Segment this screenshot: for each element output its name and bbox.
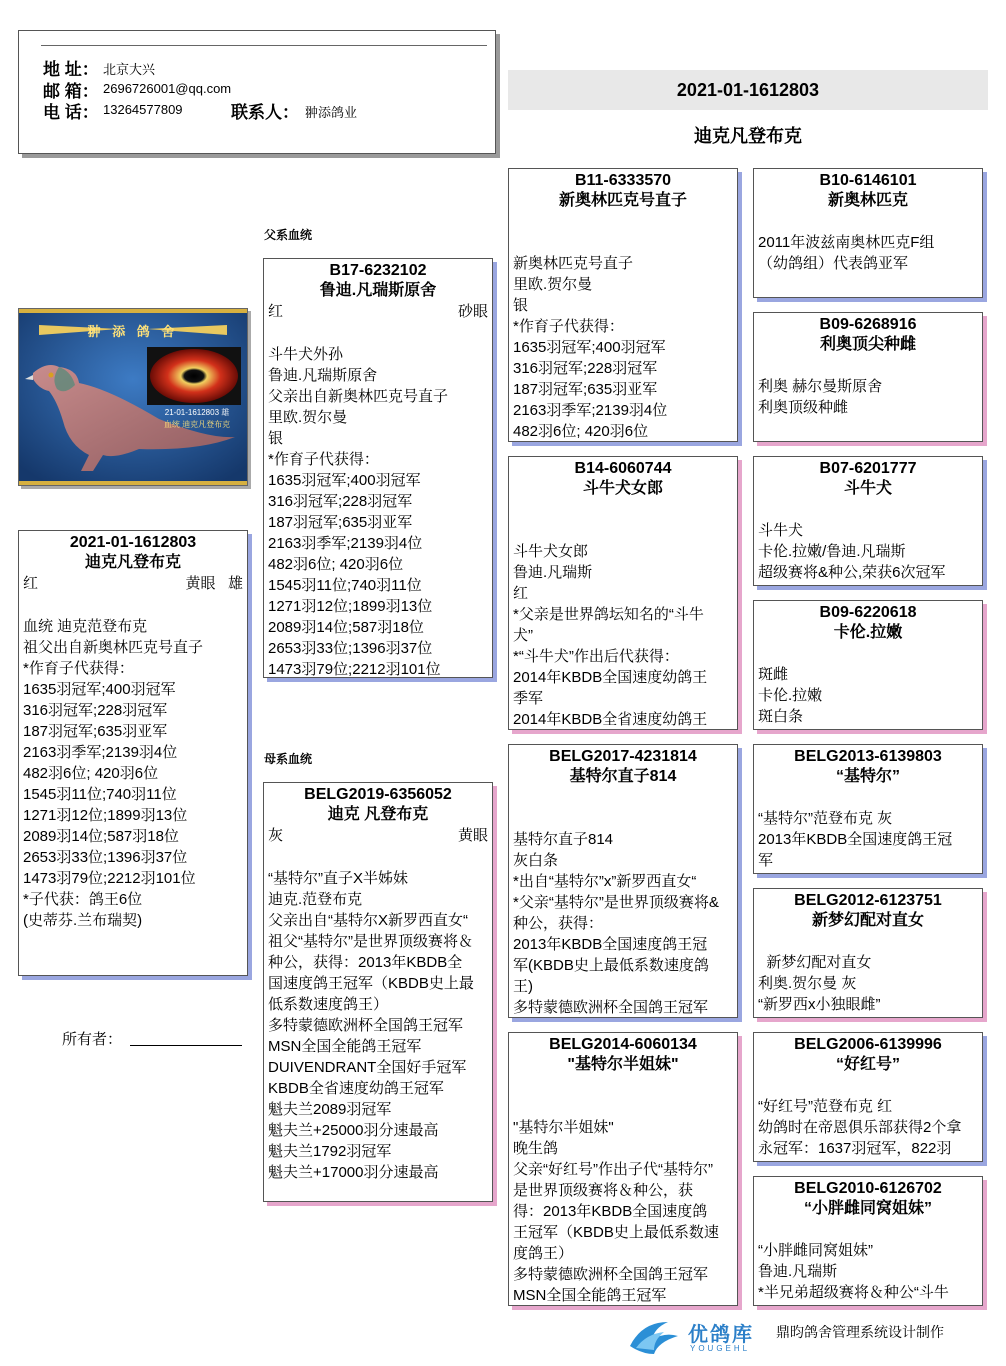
dds-ring: BELG2006-6139996 [794,1036,942,1053]
subject-lines [19,595,247,931]
info-line: 红 [513,585,529,602]
info-line: 1473羽79位;2212羽101位 [23,870,196,887]
info-line [513,1075,737,1096]
info-line: 魁夫兰+17000羽分速最高 [268,1164,439,1181]
info-line: “基特尔”直子X半姊妹 [268,870,408,887]
dsd-card [753,888,983,1018]
info-line: 316羽冠军;228羽冠军 [23,702,168,719]
sire-dam-card [508,456,738,730]
sire-ring: B17-6232102 [329,262,427,279]
info-line: 鲁迪.凡瑞斯 [758,1263,838,1280]
info-line [758,211,982,232]
info-line: 2653羽33位;1396羽37位 [23,849,188,866]
dss-name: “基特尔” [835,768,900,785]
credit-text: 鼎昀鸽舍管理系统设计制作 [776,1324,944,1340]
info-line: 鲁迪.凡瑞斯 [513,564,593,581]
info-line: 银 [268,430,284,447]
info-line: 度鸽王） [513,1245,574,1262]
photo-caption-name: 血统 迪克凡登布克 [163,420,231,429]
info-line: 316羽冠军;228羽冠军 [513,360,658,377]
sire-dam-lines [509,499,737,730]
info-line: 超级赛将&种公,荣获6次冠军 [758,564,946,581]
sss-lines [754,211,982,274]
info-line: KBDB全省速度幼鸽王冠军 [268,1080,444,1097]
paternal-label: 父系血统 [264,228,313,242]
phone-value: 13264577809 [103,102,183,117]
dam-sire-name: 基特尔直子814 [569,768,677,785]
title-name: 迪克凡登布克 [694,126,802,146]
info-line: 482羽6位; 420羽6位 [268,556,404,573]
info-line: 斑白条 [758,708,804,725]
sire-card [263,258,493,678]
dam-sire-card [508,744,738,1018]
info-line: 1545羽11位;740羽11位 [23,786,177,803]
ddd-name: “小胖雌同窝姐妹” [803,1200,932,1217]
info-line: 482羽6位; 420羽6位 [513,423,649,440]
info-line [513,520,737,541]
info-line [513,211,737,232]
info-line: 迪克.范登布克 [268,891,363,908]
info-line: “好红号”范登布克 红 [758,1098,893,1115]
info-line: 王冠军（KBDB史上最低系数速 [513,1224,719,1241]
info-line: “小胖雌同窝姐妹” [758,1242,873,1259]
info-line: 新梦幻配对直女 [758,954,872,971]
title-ring: 2021-01-1612803 [676,80,820,100]
info-line: 1635羽冠军;400羽冠军 [513,339,666,356]
subject-card [18,530,248,976]
info-line: 父亲出自新奥林匹克号直子 [268,388,449,405]
sss-ring: B10-6146101 [819,172,917,189]
info-line [268,847,492,868]
info-line [758,643,982,664]
info-line [513,232,737,253]
info-line: MSN全国全能鸽王冠军 [513,1287,667,1304]
sdd-lines [754,643,982,727]
dam-card [263,782,493,1202]
info-line [268,323,492,344]
dss-lines [754,787,982,871]
info-line: 血统 迪克范登布克 [23,618,148,635]
info-line: 是世界顶级赛将＆种公，获 [513,1182,694,1199]
ssd-name: 利奥顶尖种雌 [819,336,916,353]
sire-color: 红 [268,303,284,320]
sire-eye: 砂眼 [457,303,488,320]
ssd-card [753,312,983,442]
brand-logo-icon [624,1314,684,1358]
info-line: 2089羽14位;587羽18位 [268,619,424,636]
sire-sire-lines [509,211,737,442]
sire-sire-ring: B11-6333570 [574,172,672,189]
info-line: 2089羽14位;587羽18位 [23,828,179,845]
dam-sire-lines [509,787,737,1018]
info-line: 鲁迪.凡瑞斯原舍 [268,367,378,384]
ddd-card [753,1176,983,1306]
info-line: 卡伦.拉嫩/鲁迪.凡瑞斯 [758,543,906,560]
info-line: 祖父出自新奥林匹克号直子 [23,639,204,656]
info-line [758,787,982,808]
info-line: 2013年KBDB全国速度鸽王冠 [513,936,708,953]
address-value: 北京大兴 [103,62,156,77]
info-line [758,499,982,520]
sds-lines [754,499,982,583]
dam-name: 迪克 凡登布克 [327,806,429,823]
info-line: 多特蒙德欧洲杯全国鸽王冠军 [268,1017,464,1034]
info-line [758,355,982,376]
dam-dam-card [508,1032,738,1306]
brand-name: 优鸽库 [688,1324,754,1346]
email-label: 邮 箱： [43,82,99,101]
contact-value: 翀添鸽业 [305,105,358,120]
dss-ring: BELG2013-6139803 [794,748,942,765]
info-line: *出自“基特尔”x”新罗西直女“ [513,873,697,890]
info-line: 2163羽季军;2139羽4位 [23,744,178,761]
info-line: 1271羽12位;1899羽13位 [23,807,188,824]
info-line: 利奥顶级种雌 [758,399,849,416]
ddd-ring: BELG2010-6126702 [794,1180,942,1197]
info-line: 季军 [513,690,544,707]
info-line [513,808,737,829]
sire-dam-ring: B14-6060744 [574,460,672,477]
ssd-ring: B09-6268916 [819,316,917,333]
sss-card [753,168,983,298]
info-line: 2014年KBDB全国速度幼鸽王 [513,669,708,686]
title-bar [508,70,988,110]
info-line: *作育子代获得： [268,451,379,468]
info-line: MSN全国全能鸽王冠军 [268,1038,422,1055]
info-line: 2011年波兹南奥林匹克F组 [758,234,935,251]
info-line [513,499,737,520]
dsd-lines [754,931,982,1015]
ssd-lines [754,355,982,418]
subject-ring: 2021-01-1612803 [69,534,197,551]
info-line: 军(KBDB史上最低系数速度鸽 [513,957,709,974]
dds-lines [754,1075,982,1159]
info-line [758,931,982,952]
photo-caption-ring: 21-01-1612803 雄 [164,408,230,417]
info-line [758,1219,982,1240]
dam-sire-ring: BELG2017-4231814 [549,748,697,765]
info-line: "基特尔半姐妹" [513,1119,614,1136]
dam-ring: BELG2019-6356052 [304,786,452,803]
info-line: 1545羽11位;740羽11位 [268,577,422,594]
info-line: 2014年KBDB全省速度幼鸽王 [513,711,708,728]
info-line: 银 [513,297,529,314]
maternal-label: 母系血统 [264,752,313,766]
dss-card [753,744,983,874]
info-line: 晚生鸽 [513,1140,559,1157]
info-line [758,1075,982,1096]
info-line: *作育子代获得： [513,318,624,335]
contact-label: 联系人： [231,103,299,122]
dam-dam-lines [509,1075,737,1306]
info-line: 父亲出自“基特尔X新罗西直女“ [268,912,468,929]
address-label: 地 址： [43,60,99,79]
subject-color: 红 [23,575,39,592]
sds-ring: B07-6201777 [819,460,917,477]
dam-dam-name: "基特尔半姐妹" [567,1056,679,1073]
info-line: *“斗牛犬”作出后代获得： [513,648,679,665]
sire-lines [264,323,492,678]
info-line: 1635羽冠军;400羽冠军 [23,681,176,698]
info-line: 灰白条 [513,852,559,869]
info-line: 1635羽冠军;400羽冠军 [268,472,421,489]
dds-name: “好红号” [835,1056,900,1073]
sire-sire-card [508,168,738,442]
sire-sire-name: 新奥林匹克号直子 [558,192,687,209]
dam-attributes [264,825,492,847]
sds-card [753,456,983,586]
info-line: 2163羽季军;2139羽4位 [268,535,423,552]
sire-attributes [264,301,492,323]
header-divider [41,45,487,46]
sdd-card [753,600,983,730]
info-line [513,1096,737,1117]
info-line: 316羽冠军;228羽冠军 [268,493,413,510]
subject-attributes [19,573,247,595]
info-line: 魁夫兰+25000羽分速最高 [268,1122,439,1139]
owner-label: 所有者： [62,1031,123,1048]
info-line: 1473羽79位;2212羽101位 [268,661,441,678]
info-line: *父亲是世界鸽坛知名的“斗牛 [513,606,704,623]
info-line: 斑雌 [758,666,789,683]
info-line: *子代获：鸽王6位 [23,891,143,908]
dsd-ring: BELG2012-6123751 [794,892,942,909]
info-line: 祖父“基特尔”是世界顶级赛将＆ [268,933,473,950]
ddd-lines [754,1219,982,1303]
info-line: 卡伦.拉嫩 [758,687,823,704]
info-line: 魁夫兰2089羽冠军 [268,1101,392,1118]
info-line: 2163羽季军;2139羽4位 [513,402,668,419]
info-line: 永冠军：1637羽冠军，822羽 [758,1140,952,1157]
info-line: 斗牛犬女郎 [513,543,589,560]
dam-color: 灰 [268,827,284,844]
info-line: 187羽冠军;635羽亚军 [23,723,168,740]
info-line: 多特蒙德欧洲杯全国鸽王冠军 [513,1266,709,1283]
info-line: 魁夫兰1792羽冠军 [268,1143,392,1160]
sds-name: 斗牛犬 [843,480,892,497]
subject-name: 迪克凡登布克 [84,554,181,571]
info-line: （幼鸽组）代表鸽亚军 [758,255,909,272]
info-line: 新奥林匹克号直子 [513,255,634,272]
contact-box [18,30,496,154]
info-line: 里欧.贺尔曼 [268,409,348,426]
info-line: 种公，获得： [513,915,604,932]
info-line: *作育子代获得： [23,660,134,677]
owner-line [130,1045,242,1046]
info-line: 国速度鸽王冠军（KBDB史上最 [268,975,474,992]
brand-name-en: YOUGEHL [690,1344,751,1353]
info-line: 斗牛犬外孙 [268,346,344,363]
sdd-ring: B09-6220618 [819,604,917,621]
info-line: 军 [758,852,774,869]
info-line: 利奥.贺尔曼 灰 [758,975,857,992]
info-line: 种公，获得：2013年KBDB全 [268,954,463,971]
email-value: 2696726001@qq.com [103,81,232,96]
dam-lines [264,847,492,1183]
info-line [513,787,737,808]
dds-card [753,1032,983,1162]
sss-name: 新奥林匹克 [827,192,908,209]
info-line: *父亲“基特尔”是世界顶级赛将& [513,894,719,911]
pigeon-photo [18,308,248,486]
info-line: 王) [513,978,533,995]
info-line: DUIVENDRANT全国好手冠军 [268,1059,467,1076]
info-line: “基特尔”范登布克 灰 [758,810,893,827]
info-line: 得：2013年KBDB全国速度鸽 [513,1203,708,1220]
info-line: 犬” [513,627,533,644]
info-line: 里欧.贺尔曼 [513,276,593,293]
info-line [23,595,247,616]
info-line: 187羽冠军;635羽亚军 [513,381,658,398]
info-line: 斗牛犬 [758,522,804,539]
info-line: 2013年KBDB全国速度鸽王冠 [758,831,953,848]
info-line: 利奥 赫尔曼斯原舍 [758,378,883,395]
dsd-name: 新梦幻配对直女 [811,912,924,929]
subject-sex: 雄 [227,575,243,592]
sire-dam-name: 斗牛犬女郎 [582,480,663,497]
photo-banner: 翀 添 鸽 舍 [87,324,179,339]
info-line: 1271羽12位;1899羽13位 [268,598,433,615]
sire-name: 鲁迪.凡瑞斯原舍 [319,282,437,299]
info-line: 187羽冠军;635羽亚军 [268,514,413,531]
info-line: 2653羽33位;1396羽37位 [268,640,433,657]
dam-dam-ring: BELG2014-6060134 [549,1036,697,1053]
info-line: “新罗西x小独眼雌” [758,996,881,1013]
dam-eye: 黄眼 [457,827,488,844]
info-line: 多特蒙德欧洲杯全国鸽王冠军 [513,999,709,1016]
phone-label: 电 话： [43,103,99,122]
info-line: 基特尔直子814 [513,831,614,848]
info-line: (史蒂芬.兰布瑞契) [23,912,143,929]
info-line: 父亲“好红号”作出子代“基特尔” [513,1161,713,1178]
sdd-name: 卡伦.拉嫩 [833,624,903,641]
info-line: 低系数速度鸽王） [268,996,389,1013]
info-line: 482羽6位; 420羽6位 [23,765,159,782]
info-line: 幼鸽时在帝恩俱乐部获得2个拿 [758,1119,962,1136]
info-line: *半兄弟超级赛将＆种公“斗牛 [758,1284,949,1301]
subject-eye: 黄眼 [185,575,216,592]
